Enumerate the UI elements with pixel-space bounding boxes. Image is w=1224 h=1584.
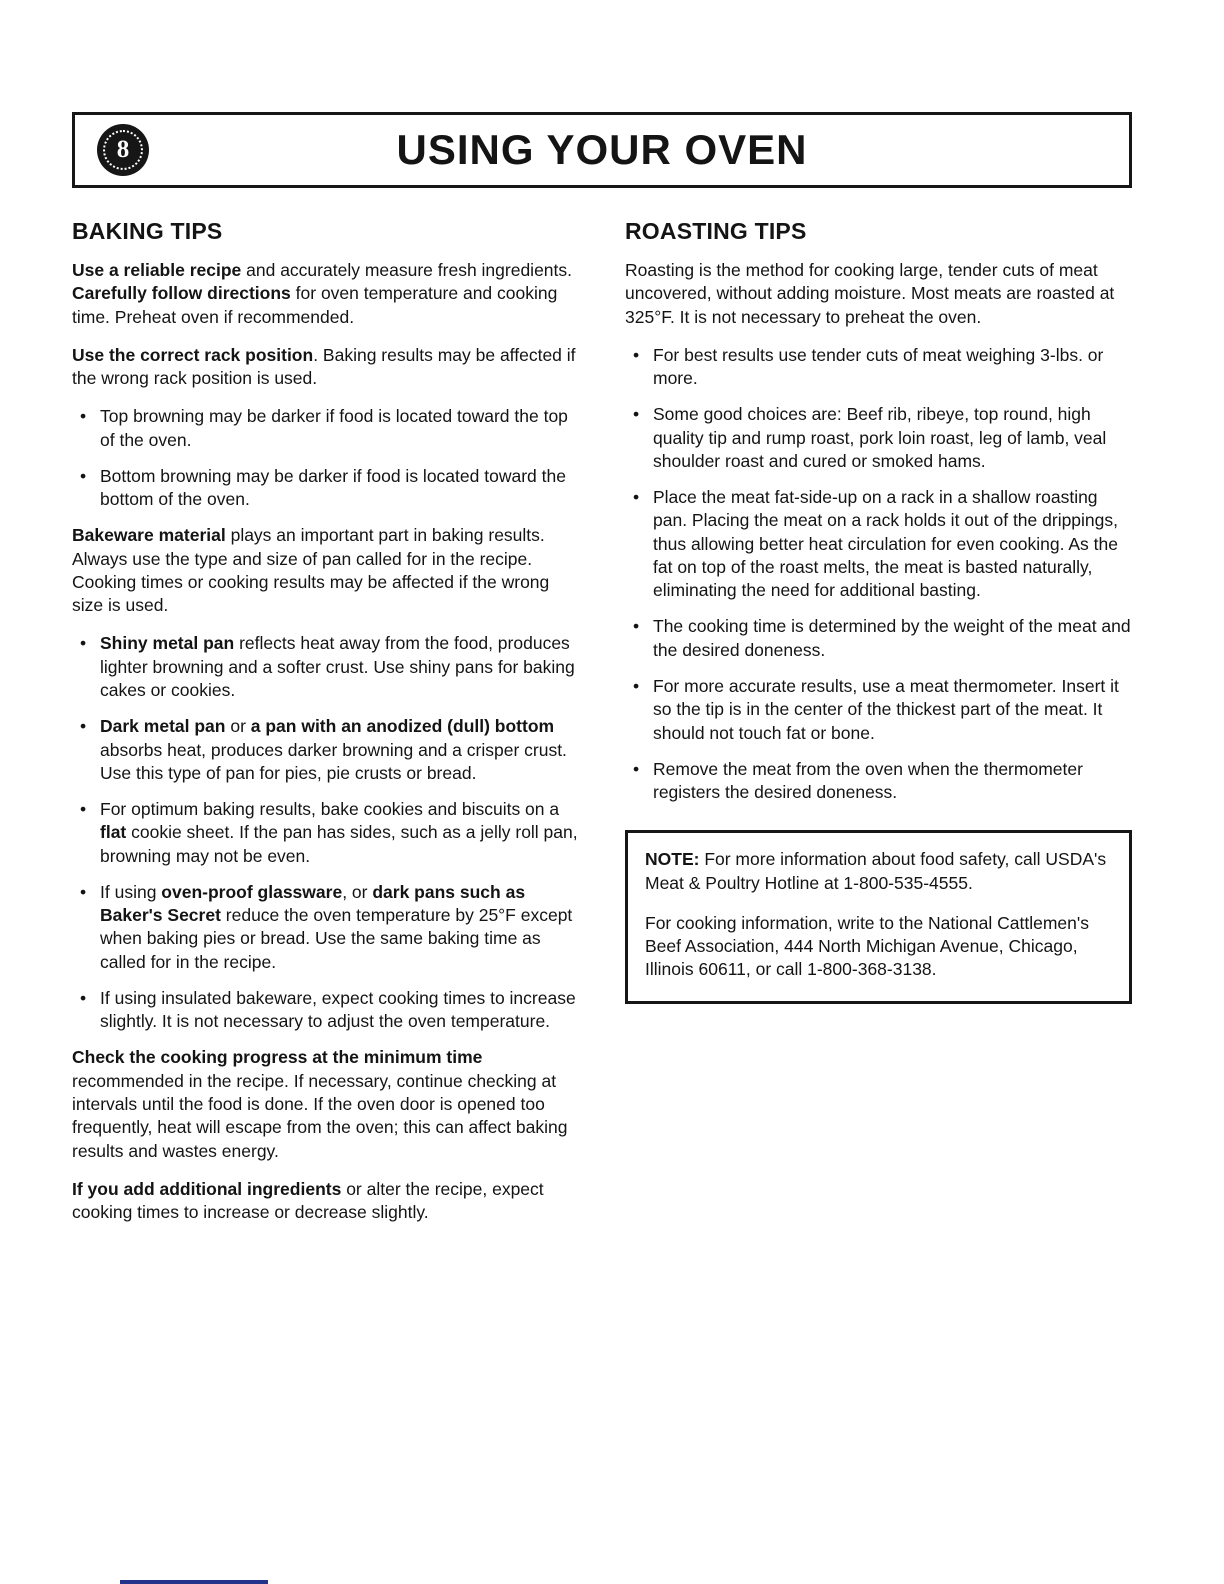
text-run: Some good choices are: Beef rib, ribeye, top round, high quality tip and rump roast, pork loin roast, leg of lamb, veal shoulder roast and cured or smoked hams. [653,404,1107,471]
paragraph [72,259,579,329]
page-header [72,112,1132,188]
text-run: Remove the meat from the oven when the thermometer registers the desired doneness. [653,758,1083,803]
bold-text: oven-proof glassware [161,881,343,902]
chapter-number: 8 [103,130,143,170]
bold-text: Use a reliable recipe [72,260,242,280]
bold-text: flat [100,822,127,843]
text-run: For best results use tender cuts of meat weighing 3-lbs. or more. [653,344,1104,389]
bullet-item [72,987,579,1034]
text-run: If using insulated bakeware, expect cooking times to increase slightly. It is not necessary to adjust the oven temperature. [100,987,576,1032]
bold-text: dark pans such as Baker's Secret [100,881,526,926]
bullet-list [72,405,579,511]
bold-text: Shiny metal pan [100,633,235,654]
bullet-item [625,486,1132,602]
footer-scan-line [120,1580,268,1584]
paragraph [645,848,1112,895]
text-run: or [225,716,251,737]
bold-text: If you add additional ingredients [72,1178,342,1199]
text-run: For more information about food safety, call USDA's Meat & Poultry Hotline at 1-800-535-4555. [645,849,1107,893]
note-box [625,830,1132,1003]
chapter-number-badge-icon [97,124,149,176]
bullet-item [625,403,1132,473]
text-run: Top browning may be darker if food is located toward the top of the oven. [100,406,568,450]
bullet-list [625,344,1132,805]
bold-text: Use the correct rack position [72,344,314,365]
bullet-item [625,344,1132,391]
text-run: , or [342,881,373,902]
bullet-list [72,632,579,1033]
bullet-item [72,881,579,974]
text-run: If using [100,881,162,902]
text-run: or alter the recipe, expect cooking times to increase or decrease slightly. [72,1178,544,1223]
text-run: plays an important part in baking results. Always use the type and size of pan called for in the recipe. Cooking times or cooking results may be affected if the wrong size is used. [72,525,550,616]
text-run: The cooking time is determined by the weight of the meat and the desired doneness. [653,616,1131,660]
bold-text: Check the cooking progress at the minimum time [72,1047,483,1068]
bold-text: Carefully follow directions [72,283,291,304]
bullet-item [625,758,1132,805]
roasting-tips-column [625,218,1132,1239]
text-run: Place the meat fat-side-up on a rack in a shallow roasting pan. Placing the meat on a rack holds it out of the drippings, thus allowing better heat circulation for even cooking. As the fat on top of the roast melts, the meat is basted naturally, eliminating the need for additional basting. [653,487,1119,601]
bullet-item [625,615,1132,662]
baking-tips-column [72,218,579,1239]
paragraph [72,524,579,617]
bullet-item [72,715,579,785]
page-title: USING YOUR OVEN [396,126,808,173]
section-heading: ROASTING TIPS [625,218,807,244]
text-run: reduce the oven temperature by 25°F except when baking pies or bread. Use the same baking time as called for in the recipe. [100,905,573,972]
two-column-layout [72,218,1132,1239]
paragraph [72,344,579,391]
bullet-item [72,465,579,512]
text-run: For optimum baking results, bake cookies and biscuits on a [100,799,560,820]
text-run: Roasting is the method for cooking large, tender cuts of meat uncovered, without adding moisture. Most meats are roasted at 325°F. It is not necessary to preheat the oven. [625,260,1115,327]
text-run: cookie sheet. If the pan has sides, such as a jelly roll pan, browning may not be even. [100,822,578,866]
paragraph [72,1178,579,1225]
text-run: recommended in the recipe. If necessary, continue checking at intervals until the food is done. If the oven door is opened too frequently, heat will escape from the oven; this can affect baking results and wastes energy. [72,1070,568,1161]
bullet-item [72,798,579,868]
text-run: . Baking results may be affected if the wrong rack position is used. [72,344,576,389]
bold-text: Bakeware material [72,525,226,546]
text-run: For cooking information, write to the National Cattlemen's Beef Association, 444 North Michigan Avenue, Chicago, Illinois 60611, or call 1-800-368-3138. [645,912,1089,980]
text-run: For more accurate results, use a meat thermometer. Insert it so the tip is in the center of the thickest part of the meat. It should not touch fat or bone. [653,675,1119,743]
section-heading: BAKING TIPS [72,218,223,244]
bold-text: NOTE: [645,849,700,870]
bullet-item [72,405,579,452]
bullet-item [72,632,579,702]
bold-text: a pan with an anodized (dull) bottom [250,716,555,737]
text-run: for oven temperature and cooking time. Preheat oven if recommended. [72,283,558,327]
text-run: Bottom browning may be darker if food is located toward the bottom of the oven. [100,465,566,510]
text-run: reflects heat away from the food, produces lighter browning and a softer crust. Use shiny pans for baking cakes or cookies. [100,633,575,700]
paragraph [72,1046,579,1162]
paragraph [625,259,1132,329]
paragraph [645,912,1112,982]
text-run: and accurately measure fresh ingredients. [241,260,573,280]
text-run: absorbs heat, produces darker browning and a crisper crust. Use this type of pan for pies, pie crusts or bread. [100,739,567,783]
bullet-item [625,675,1132,745]
bold-text: Dark metal pan [100,716,226,737]
